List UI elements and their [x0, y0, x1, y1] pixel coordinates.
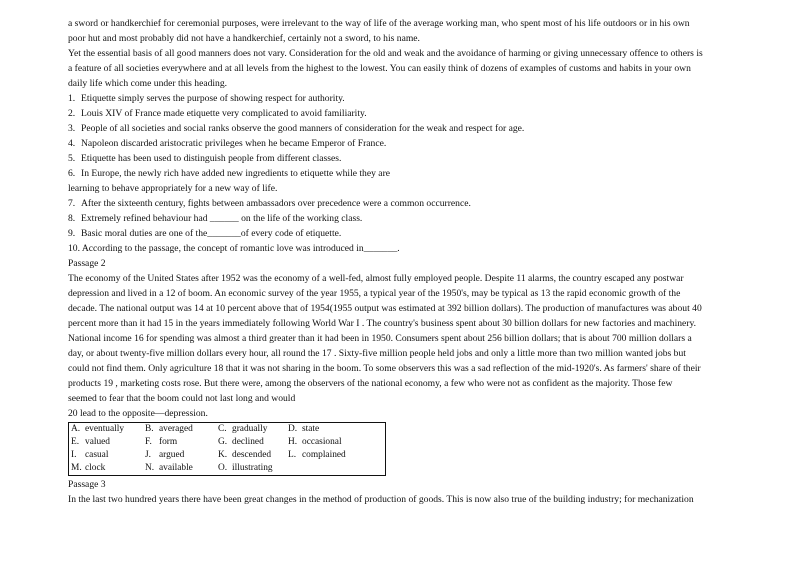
- text-line: poor hut and most probably did not have a handkerchief, certainly not a sword, to his name.: [68, 33, 420, 44]
- question-number: 1.: [68, 93, 76, 104]
- text-line: decade. The national output was 14 at 10 percent above that of 1954(1955 output was estimated at 392 billion dollars). The production of manufactures was about 40: [68, 303, 702, 314]
- document-page: [68, 16, 736, 507]
- question-text-continued: learning to behave appropriately for a new way of life.: [68, 183, 278, 194]
- question-number: 7.: [68, 198, 76, 209]
- question-number: 2.: [68, 108, 76, 119]
- question-text: People of all societies and social ranks observe the good manners of consideration for the weak and respect for age.: [81, 123, 525, 134]
- choice-letter: I.: [71, 450, 77, 460]
- question-item: [68, 121, 736, 136]
- text-line: The economy of the United States after 1952 was the economy of a well-fed, almost fully employed people. Despite 11 alarms, the country escaped any postwar: [68, 273, 684, 284]
- question-text: In Europe, the newly rich have added new ingredients to etiquette while they are: [81, 168, 391, 179]
- question-item: [68, 91, 736, 106]
- choice-word: gradually: [232, 424, 268, 434]
- choice-letter: C.: [218, 424, 227, 434]
- text-line: could not find them. Only agriculture 18 that it was not sharing in the boom. To some observers this was a sad reflection of the mid-1920's. As farmers' share of their: [68, 363, 701, 374]
- passage2-heading: Passage 2: [68, 258, 106, 269]
- word-bank-row: [69, 423, 386, 437]
- question-item: [68, 106, 736, 121]
- text-line: seemed to fear that the boom could not last long and would: [68, 393, 296, 404]
- choice-word: descended: [232, 450, 272, 460]
- passage3-body: In the last two hundred years there have been great changes in the method of production of goods. This is now also true of the building industry; for mechanization: [68, 494, 694, 505]
- text-line: a sword or handkerchief for ceremonial purposes, were irrelevant to the way of life of the average working man, who spent most of his life outdoors or in his own: [68, 18, 690, 29]
- question-number: 3.: [68, 123, 76, 134]
- question-item: [68, 211, 736, 226]
- choice-word: occasional: [302, 437, 342, 447]
- question-number: 5.: [68, 153, 76, 164]
- text-line: Yet the essential basis of all good manners does not vary. Consideration for the old and weak and the avoidance of harming or giving unnecessary offence to others is: [68, 48, 703, 59]
- choice-letter: [286, 462, 300, 476]
- question-number: 6.: [68, 168, 76, 179]
- choice-letter: D.: [288, 424, 298, 434]
- choice-letter: G.: [218, 437, 228, 447]
- text-line: percent more than it had 15 in the years immediately following World War I . The country's business spent about 30 billion dollars for new factories and machinery.: [68, 318, 697, 329]
- choice-word: valued: [85, 437, 110, 447]
- question-text: Basic moral duties are one of the_______of every code of etiquette.: [81, 228, 342, 239]
- word-bank-row: [69, 436, 386, 449]
- question-number: 4.: [68, 138, 76, 149]
- choice-letter: H.: [288, 437, 298, 447]
- choice-letter: N.: [145, 463, 155, 473]
- question-number: 8.: [68, 213, 76, 224]
- question-number: 9.: [68, 228, 76, 239]
- choice-letter: E.: [71, 437, 80, 447]
- word-bank-row: [69, 449, 386, 462]
- question-item: [68, 226, 736, 241]
- choice-word: argued: [159, 450, 185, 460]
- passage1-paragraph-continued: [68, 16, 736, 46]
- choice-word: clock: [85, 463, 106, 473]
- text-line: day, or about twenty-five million dollars every hour, all round the 17 . Sixty-five million people held jobs and only a little more than two million wanted jobs but: [68, 348, 686, 359]
- choice-word: averaged: [159, 424, 193, 434]
- choice-letter: A.: [71, 424, 81, 434]
- choice-letter: J.: [145, 450, 151, 460]
- question-item: [68, 166, 736, 181]
- choice-word: [300, 462, 386, 476]
- choice-word: illustrating: [232, 463, 273, 473]
- choice-word: eventually: [85, 424, 125, 434]
- question-item-10: 10. According to the passage, the concept of romantic love was introduced in_______.: [68, 243, 400, 254]
- question-text: Etiquette has been used to distinguish people from different classes.: [81, 153, 342, 164]
- question-text: Louis XIV of France made etiquette very complicated to avoid familiarity.: [81, 108, 367, 119]
- choice-word: form: [159, 437, 178, 447]
- text-line: products 19 , marketing costs rose. But there were, among the observers of the national economy, a few who were not as confident as the majority. Those few: [68, 378, 673, 389]
- text-line: a feature of all societies everywhere and at all levels from the highest to the lowest. You can easily think of dozens of examples of customs and habits in your own: [68, 63, 691, 74]
- passage3-heading: Passage 3: [68, 479, 106, 490]
- question-text: Napoleon discarded aristocratic privileges when he became Emperor of France.: [81, 138, 387, 149]
- choice-letter: L.: [288, 450, 297, 460]
- passage1-question-list: [68, 91, 736, 256]
- text-line: depression and lived in a 12 of boom. An economic survey of the year 1955, a typical year of the 1950's, may be typical as 13 the rapid economic growth of the: [68, 288, 681, 299]
- passage2-body: [68, 271, 736, 421]
- passage1-paragraph-2: [68, 46, 736, 91]
- choice-word: casual: [85, 450, 109, 460]
- choice-word: complained: [302, 450, 346, 460]
- question-item: [68, 151, 736, 166]
- choice-letter: F.: [145, 437, 152, 447]
- word-bank-row: [69, 462, 386, 476]
- choice-letter: O.: [218, 463, 228, 473]
- choice-word: state: [302, 424, 320, 434]
- text-line-blank-20: 20 lead to the opposite—depression.: [68, 408, 208, 419]
- choice-letter: M.: [71, 463, 82, 473]
- question-text: Extremely refined behaviour had ______ on the life of the working class.: [81, 213, 363, 224]
- question-text: Etiquette simply serves the purpose of showing respect for authority.: [81, 93, 345, 104]
- question-item: [68, 196, 736, 211]
- question-text: After the sixteenth century, fights between ambassadors over precedence were a common occurrence.: [81, 198, 471, 209]
- choice-word: available: [159, 463, 193, 473]
- choice-word: declined: [232, 437, 264, 447]
- text-line: National income 16 for spending was almost a third greater than it had been in 1950. Consumers spent about 256 billion dollars; that is about 700 million dollars a: [68, 333, 692, 344]
- choice-letter: K.: [218, 450, 228, 460]
- word-bank-table: [68, 422, 386, 476]
- question-item: [68, 136, 736, 151]
- text-line: daily life which come under this heading.: [68, 78, 228, 89]
- choice-letter: B.: [145, 424, 154, 434]
